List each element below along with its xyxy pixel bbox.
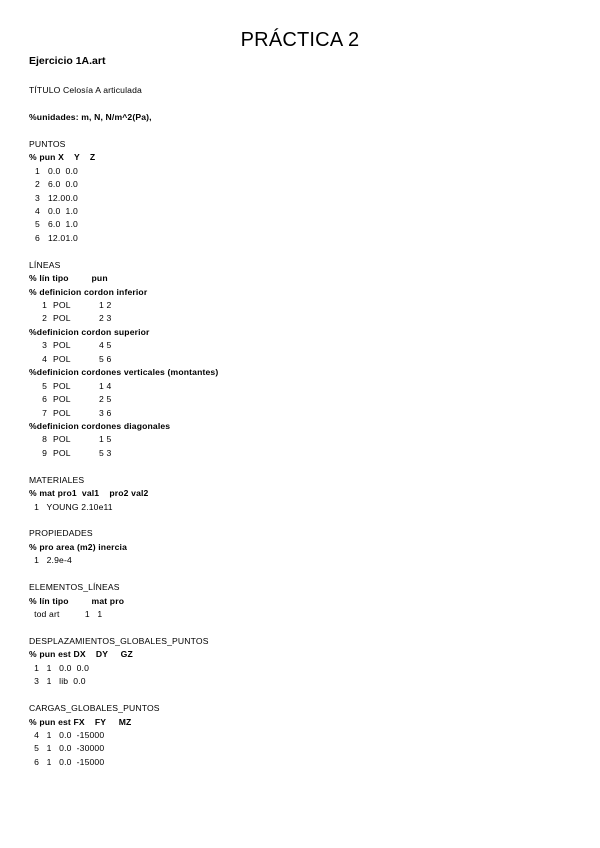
blank-line	[29, 97, 218, 110]
blank-line	[29, 460, 218, 473]
lineas-columns: % lín tipo pun	[29, 273, 108, 284]
line-type: POL	[53, 434, 71, 445]
elementos-row: tod art 1 1	[29, 609, 103, 620]
line-id: 2	[42, 313, 47, 324]
blank-line	[29, 622, 218, 635]
point-id: 2	[35, 179, 40, 190]
point-y: 0.0	[65, 192, 78, 203]
line-id: 8	[42, 434, 47, 445]
puntos-row	[29, 192, 218, 205]
blank-line	[29, 124, 218, 137]
cargas-row: 6 1 0.0 -15000	[29, 756, 105, 767]
line-type: POL	[53, 447, 71, 458]
exercise-heading: Ejercicio 1A.art	[29, 55, 106, 67]
cargas-columns: % pun est FX FY MZ	[29, 716, 132, 727]
point-y: 1.0	[65, 205, 78, 216]
line-points: 3 6	[99, 407, 112, 418]
line-type: POL	[53, 313, 71, 324]
point-id: 6	[35, 232, 40, 243]
line-points: 4 5	[99, 340, 112, 351]
puntos-columns: % pun X Y Z	[29, 152, 96, 163]
linea-row	[29, 393, 218, 406]
point-x: 6.0	[48, 179, 61, 190]
page-title: PRÁCTICA 2	[240, 29, 360, 51]
line-points: 5 6	[99, 353, 112, 364]
puntos-row	[29, 218, 218, 231]
elementos-columns: % lín tipo mat pro	[29, 595, 125, 606]
materiales-columns: % mat pro1 val1 pro2 val2	[29, 488, 149, 499]
line-id: 6	[42, 394, 47, 405]
point-x: 0.0	[48, 165, 61, 176]
line-points: 2 3	[99, 313, 112, 324]
elementos-header: ELEMENTOS_LÍNEAS	[29, 582, 120, 593]
point-x: 0.0	[48, 205, 61, 216]
linea-row	[29, 380, 218, 393]
propiedades-header: PROPIEDADES	[29, 528, 93, 539]
line-points: 1 2	[99, 300, 112, 310]
comment-cordon-inferior: % definicion cordon inferior	[29, 286, 148, 297]
point-y: 1.0	[65, 232, 78, 243]
line-id: 1	[42, 300, 47, 310]
point-y: 0.0	[65, 179, 78, 190]
linea-row	[29, 299, 218, 312]
point-id: 4	[35, 205, 40, 216]
line-type: POL	[53, 394, 71, 405]
desplazamientos-columns: % pun est DX DY GZ	[29, 649, 133, 660]
puntos-row	[29, 205, 218, 218]
point-id: 3	[35, 192, 40, 203]
linea-row	[29, 433, 218, 446]
line-points: 1 4	[99, 380, 112, 391]
linea-row	[29, 353, 218, 366]
puntos-row	[29, 165, 218, 178]
line-id: 5	[42, 380, 47, 391]
cargas-header: CARGAS_GLOBALES_PUNTOS	[29, 703, 160, 714]
line-points: 1 5	[99, 434, 112, 445]
propiedades-row: 1 2.9e-4	[29, 555, 72, 566]
puntos-row	[29, 178, 218, 191]
desplazamientos-row: 3 1 lib 0.0	[29, 676, 86, 687]
blank-line	[29, 514, 218, 527]
blank-line	[29, 245, 218, 258]
line-type: POL	[53, 300, 71, 310]
point-id: 1	[35, 165, 40, 176]
linea-row	[29, 447, 218, 460]
line-id: 3	[42, 340, 47, 351]
cargas-row: 4 1 0.0 -15000	[29, 730, 105, 740]
line-type: POL	[53, 407, 71, 418]
desplazamientos-row: 1 1 0.0 0.0	[29, 662, 90, 673]
propiedades-columns: % pro area (m2) inercia	[29, 541, 128, 552]
linea-row	[29, 407, 218, 420]
line-type: POL	[53, 353, 71, 364]
comment-cordon-superior: %definicion cordon superior	[29, 326, 150, 337]
materiales-header: MATERIALES	[29, 474, 85, 485]
lineas-header: LÍNEAS	[29, 259, 61, 270]
point-id: 5	[35, 219, 40, 230]
line-points: 2 5	[99, 394, 112, 405]
desplazamientos-header: DESPLAZAMIENTOS_GLOBALES_PUNTOS	[29, 635, 209, 646]
point-y: 0.0	[65, 165, 78, 176]
line-id: 7	[42, 407, 47, 418]
input-file-listing	[29, 84, 218, 769]
titulo-line: TÍTULO Celosía A articulada	[29, 85, 142, 95]
point-x: 12.0	[48, 192, 66, 203]
blank-line	[29, 568, 218, 581]
comment-cordones-diagonales: %definicion cordones diagonales	[29, 420, 171, 431]
point-y: 1.0	[65, 219, 78, 230]
point-x: 12.0	[48, 232, 66, 243]
comment-cordones-verticales: %definicion cordones verticales (montantes)	[29, 367, 219, 378]
linea-row	[29, 312, 218, 325]
units-comment: %unidades: m, N, N/m^2(Pa),	[29, 111, 152, 122]
line-points: 5 3	[99, 447, 112, 458]
line-type: POL	[53, 380, 71, 391]
blank-line	[29, 689, 218, 702]
puntos-header: PUNTOS	[29, 138, 66, 149]
point-x: 6.0	[48, 219, 61, 230]
materiales-row: 1 YOUNG 2.10e11	[29, 501, 113, 512]
line-id: 9	[42, 447, 47, 458]
line-id: 4	[42, 353, 47, 364]
line-type: POL	[53, 340, 71, 351]
puntos-row	[29, 232, 218, 245]
linea-row	[29, 339, 218, 352]
cargas-row: 5 1 0.0 -30000	[29, 743, 105, 754]
